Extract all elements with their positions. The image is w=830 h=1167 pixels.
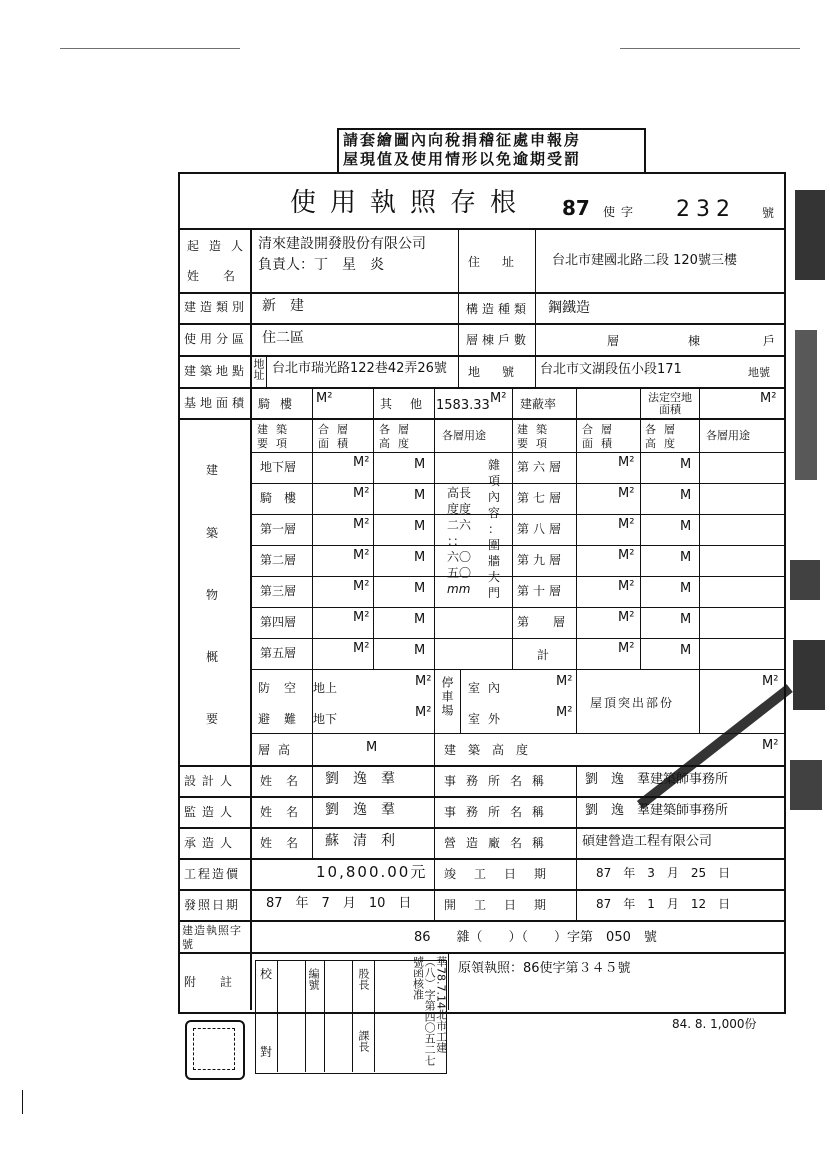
unit-m2: M² xyxy=(618,548,635,563)
contractor-firm: 碩建營造工程有限公司 xyxy=(582,834,713,849)
unit-m2: M² xyxy=(618,579,635,594)
use-right-6: 圍 xyxy=(488,538,501,552)
floors-label: 層棟戶數 xyxy=(466,333,531,347)
floors-unit2: 棟 xyxy=(688,334,701,348)
use-left-2: 度度 xyxy=(447,502,472,516)
seal-inner xyxy=(193,1028,235,1070)
edge-mark-2 xyxy=(795,330,817,480)
site-label: 建築地點 xyxy=(184,364,249,378)
permit-value: 86 雜（ ）（ ）字第 050 號 xyxy=(414,930,657,945)
col-use-left: 各層用途 xyxy=(442,429,486,442)
use-right-5: ： xyxy=(488,522,501,536)
overview-side-5: 要 xyxy=(206,712,219,726)
unit-m2: M² xyxy=(415,705,432,720)
unit-m2: M² xyxy=(353,486,370,501)
use-left-5: 六〇 xyxy=(447,550,472,564)
floors-unit3: 戶 xyxy=(763,334,776,348)
right-floor: 第八層 xyxy=(517,522,566,536)
use-left-6: 五〇 xyxy=(447,566,472,580)
designer-label: 設計人 xyxy=(184,774,239,788)
zone-label: 使用分區 xyxy=(184,332,249,346)
arcade-label: 騎樓 xyxy=(258,397,303,411)
col-area-left: 合層面積 xyxy=(318,423,356,451)
done-value: 87 年 3 月 25 日 xyxy=(596,866,731,880)
left-floor: 第二層 xyxy=(260,553,297,567)
overview-side-3: 物 xyxy=(206,588,219,602)
unit-m: M xyxy=(366,740,378,755)
cover-label: 建蔽率 xyxy=(520,397,557,411)
contractor-name: 蘇 清 利 xyxy=(325,833,395,849)
unit-m: M xyxy=(414,519,426,534)
owner-addr-label: 住址 xyxy=(468,255,537,269)
permit-label: 建造執照字號 xyxy=(182,924,242,952)
unit-m2: M² xyxy=(353,610,370,625)
stamp-proof: 校 xyxy=(260,967,273,981)
supervisor-office-label: 事務所名稱 xyxy=(444,805,555,819)
below-label: 地下 xyxy=(313,712,338,726)
col-item-right: 建築要項 xyxy=(517,423,555,451)
unit-m: M xyxy=(680,519,692,534)
contractor-name-label: 姓名 xyxy=(260,836,313,850)
owner-address: 台北市建國北路二段 120號三樓 xyxy=(552,253,737,268)
build-type: 新 建 xyxy=(262,298,304,314)
unit-m2: M² xyxy=(415,674,432,689)
left-floor: 第五層 xyxy=(260,646,297,660)
unit-m: M xyxy=(414,643,426,658)
stamp-number: 編號 xyxy=(307,968,320,990)
left-floor: 地下層 xyxy=(260,460,297,474)
done-label: 竣工日期 xyxy=(444,867,565,881)
cost-label: 工程造價 xyxy=(184,867,241,881)
designer-name: 劉 逸 羣 xyxy=(325,771,395,787)
unit-m2: M² xyxy=(556,705,573,720)
use-left-3: 二六 xyxy=(447,518,472,532)
owner-company: 清來建設開發股份有限公司 xyxy=(258,236,426,252)
print-footer: 84. 8. 1,000份 xyxy=(672,1017,757,1031)
owner-label2: 姓名 xyxy=(187,269,260,283)
col-height-right: 各層高度 xyxy=(645,423,683,451)
unit-m: M xyxy=(414,581,426,596)
stamp-section: 課長 xyxy=(357,1030,370,1052)
struct-label: 構造種類 xyxy=(466,302,531,316)
stamp-proof2: 對 xyxy=(260,1045,273,1059)
designer-office: 劉 逸 羣建築師事務所 xyxy=(585,772,729,787)
supervisor-office: 劉 逸 羣建築師事務所 xyxy=(585,803,729,818)
unit-m2: M² xyxy=(353,455,370,470)
unit-m2: M² xyxy=(353,517,370,532)
unit-m: M xyxy=(414,612,426,627)
right-floor: 第七層 xyxy=(517,491,566,505)
supervisor-label: 監造人 xyxy=(184,805,239,819)
contractor-label: 承造人 xyxy=(184,836,239,850)
legal-unit: M² xyxy=(760,391,777,406)
unit-m: M xyxy=(414,457,426,472)
unit-m: M xyxy=(680,457,692,472)
notice-line2: 屋現值及使用情形以免逾期受罰 xyxy=(343,150,582,168)
use-right-2: 項 xyxy=(488,474,501,488)
site-address: 台北市瑞光路122巷42弄26號 xyxy=(272,361,447,376)
unit-m: M xyxy=(680,581,692,596)
area-label: 基地面積 xyxy=(184,396,249,410)
overview-side-2: 築 xyxy=(206,526,219,540)
use-right-7: 牆 xyxy=(488,554,501,568)
evac-label: 避難 xyxy=(258,712,311,726)
site-prefix: 地址 xyxy=(252,358,265,380)
unit-m: M xyxy=(414,488,426,503)
notice-line1: 請套繪圖內向稅捐稽征處申報房 xyxy=(343,131,582,149)
other-label: 其他 xyxy=(380,397,441,411)
right-floor: 第十層 xyxy=(517,584,566,598)
cost-value: 10,800.00元 xyxy=(316,863,428,881)
unit-m2: M² xyxy=(353,641,370,656)
approval-text: 華78.7.14北市工建（八）字第四〇五二七號函核准 xyxy=(411,956,448,1066)
note-label: 附註 xyxy=(184,975,257,989)
bldg-h-label: 建築高度 xyxy=(444,743,541,757)
unit-m2: M² xyxy=(762,674,779,689)
use-right-4: 容 xyxy=(488,506,501,520)
right-floor: 第 層 xyxy=(517,615,572,629)
edge-mark-4 xyxy=(793,640,825,710)
use-right-9: 門 xyxy=(488,586,501,600)
col-area-right: 合層面積 xyxy=(582,423,620,451)
col-height-left: 各層高度 xyxy=(379,423,417,451)
col-use-right: 各層用途 xyxy=(706,429,750,442)
designer-name-label: 姓名 xyxy=(260,774,313,788)
permit-year: 87 xyxy=(562,196,590,220)
left-floor: 騎樓 xyxy=(260,491,309,505)
unit-m2: M² xyxy=(618,486,635,501)
unit-m: M xyxy=(680,612,692,627)
struct-value: 鋼鐵造 xyxy=(548,300,590,316)
supervisor-name-label: 姓名 xyxy=(260,805,313,819)
left-floor: 第四層 xyxy=(260,615,297,629)
edge-mark-1 xyxy=(795,190,825,280)
form-title: 使用執照存根 xyxy=(290,188,531,218)
right-floor: 第六層 xyxy=(517,460,566,474)
use-left-4: ：： xyxy=(447,534,466,548)
stamp-chief: 股長 xyxy=(357,968,370,990)
issue-value: 87 年 7 月 10 日 xyxy=(266,896,412,911)
lot-label: 地號 xyxy=(468,365,537,379)
indoor-label: 室內 xyxy=(468,681,509,695)
unit-m: M xyxy=(414,550,426,565)
floors-unit1: 層 xyxy=(607,334,620,348)
owner-rep: 負責人：丁 星 炎 xyxy=(258,257,384,273)
edge-mark-5 xyxy=(790,760,822,810)
floor-h-label: 層高 xyxy=(258,743,299,757)
build-type-label: 建造類別 xyxy=(184,300,249,314)
zone-value: 住二區 xyxy=(262,330,304,346)
arcade-unit: M² xyxy=(316,391,333,406)
designer-office-label: 事務所名稱 xyxy=(444,774,555,788)
unit-m2: M² xyxy=(762,738,779,753)
roof-label: 屋頂突出部份 xyxy=(590,696,675,710)
unit-m2: M² xyxy=(556,674,573,689)
use-right-8: 大 xyxy=(488,570,501,584)
civil-label: 防空 xyxy=(258,681,311,695)
owner-label: 起造人 xyxy=(187,239,254,253)
contractor-firm-label: 營造廠名稱 xyxy=(444,836,555,850)
note-text: 原領執照：86使字第３４５號 xyxy=(458,961,631,976)
permit-suffix: 號 xyxy=(762,206,775,220)
unit-m: M xyxy=(680,643,692,658)
edge-mark-3 xyxy=(790,560,820,600)
lot-value: 台北市文湖段伍小段171 xyxy=(540,362,682,377)
permit-number: 232 xyxy=(676,197,736,222)
right-floor: 計 xyxy=(537,648,550,662)
unit-m2: M² xyxy=(618,641,635,656)
unit-m: M xyxy=(680,550,692,565)
unit-m2: M² xyxy=(618,517,635,532)
start-value: 87 年 1 月 12 日 xyxy=(596,897,731,911)
left-floor: 第三層 xyxy=(260,584,297,598)
unit-m2: M² xyxy=(618,610,635,625)
above-label: 地上 xyxy=(313,681,338,695)
use-left-7: mm xyxy=(447,582,471,596)
outdoor-label: 室外 xyxy=(468,712,509,726)
park-label: 停車場 xyxy=(440,676,454,718)
supervisor-name: 劉 逸 羣 xyxy=(325,802,395,818)
use-left-1: 高長 xyxy=(447,486,472,500)
right-floor: 第九層 xyxy=(517,553,566,567)
unit-m2: M² xyxy=(353,548,370,563)
use-right-3: 內 xyxy=(488,490,501,504)
issue-label: 發照日期 xyxy=(184,898,241,912)
other-unit: M² xyxy=(490,391,507,406)
permit-prefix: 使字 xyxy=(603,205,640,219)
legal-label: 法定空地面積 xyxy=(648,391,692,417)
unit-m2: M² xyxy=(353,579,370,594)
unit-m2: M² xyxy=(618,455,635,470)
other-value: 1583.33 xyxy=(436,398,490,413)
left-floor: 第一層 xyxy=(260,522,297,536)
start-label: 開工日期 xyxy=(444,898,565,912)
overview-side-1: 建 xyxy=(206,463,219,477)
overview-side-4: 概 xyxy=(206,650,219,664)
lot-suffix: 地號 xyxy=(748,366,770,379)
col-item-left: 建築要項 xyxy=(257,423,295,451)
use-right-1: 雜 xyxy=(488,458,501,472)
unit-m: M xyxy=(680,488,692,503)
